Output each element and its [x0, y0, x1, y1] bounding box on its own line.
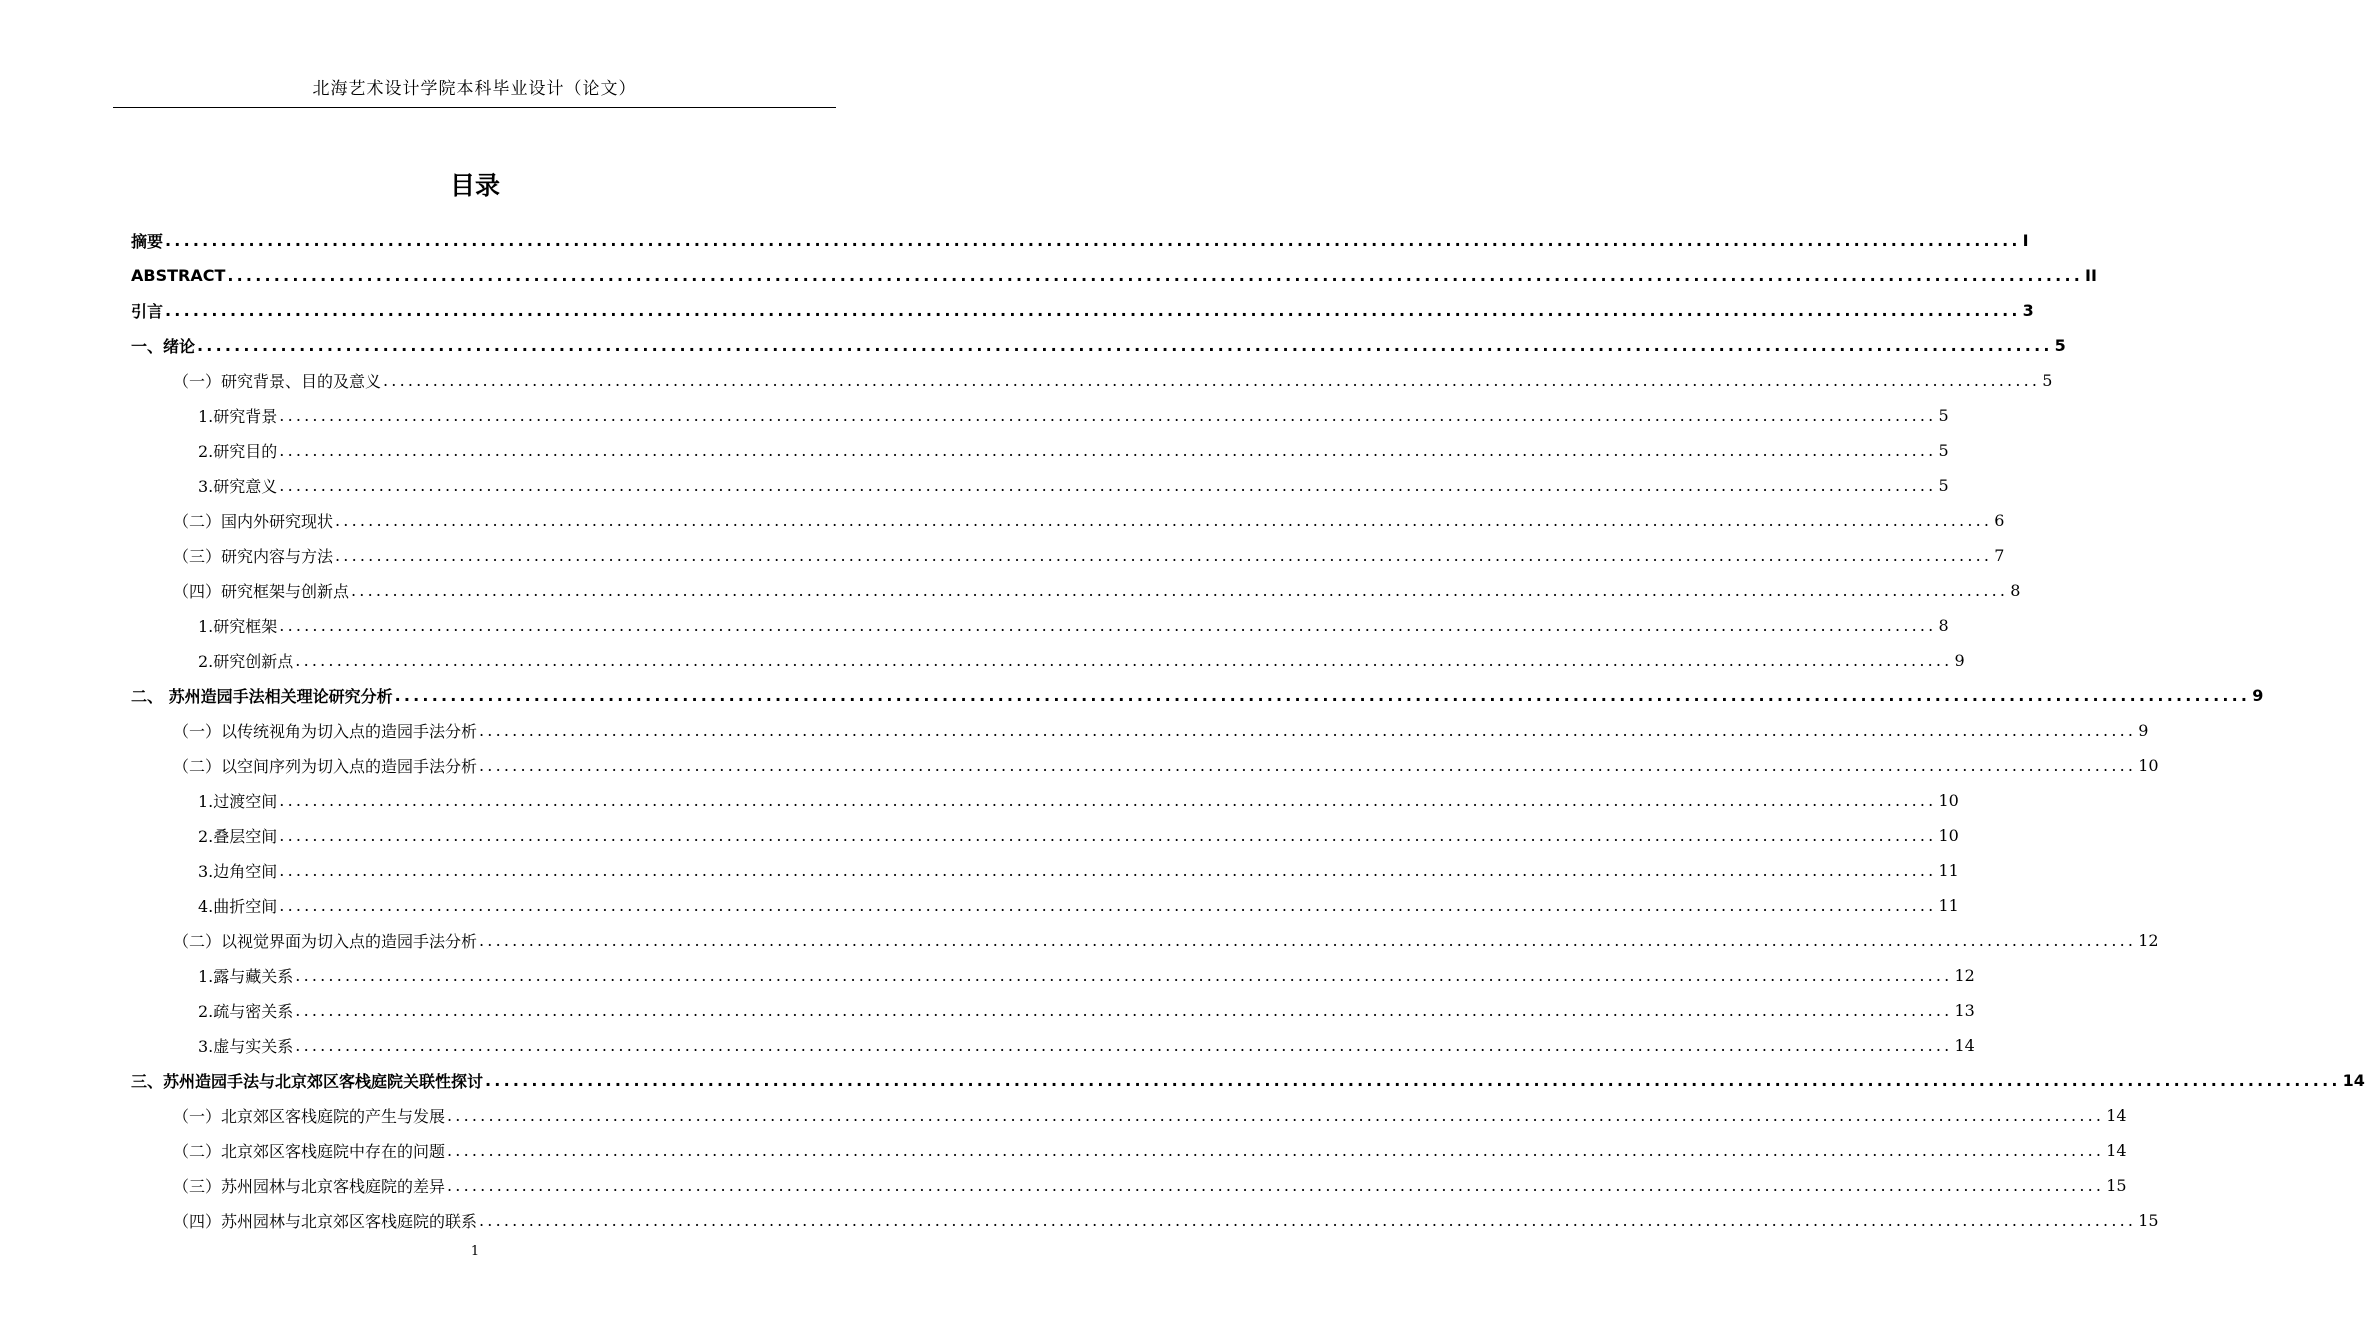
toc-entry-label: 2.研究创新点 [198, 652, 294, 671]
toc-entry[interactable] [131, 923, 2159, 958]
toc-dot-leader: ........................................................................................................................................................................................................ [335, 511, 1993, 530]
toc-dot-leader: ........................................................................................................................................................................................................ [383, 371, 2041, 390]
toc-dot-leader: ........................................................................................................................................................................................................ [485, 1071, 2341, 1090]
toc-dot-leader: ........................................................................................................................................................................................................ [197, 336, 2053, 355]
toc-entry-page: 15 [2106, 1176, 2127, 1195]
toc-dot-leader: ........................................................................................................................................................................................................ [165, 301, 2021, 320]
toc-entry[interactable] [131, 363, 2053, 398]
toc-dot-leader: ........................................................................................................................................................................................................ [279, 896, 1937, 915]
toc-dot-leader: ........................................................................................................................................................................................................ [279, 616, 1937, 635]
toc-entry[interactable] [131, 713, 2149, 748]
toc-entry[interactable] [131, 1063, 2365, 1098]
toc-entry-label: （一）北京郊区客栈庭院的产生与发展 [173, 1107, 446, 1126]
toc-entry[interactable] [131, 1168, 2127, 1203]
toc-entry-label: （一）研究背景、目的及意义 [173, 372, 382, 391]
toc-entry[interactable] [131, 1098, 2127, 1133]
toc-dot-leader: ........................................................................................................................................................................................................ [479, 756, 2137, 775]
toc-entry[interactable] [131, 783, 1959, 818]
toc-entry[interactable] [131, 608, 1949, 643]
toc-dot-leader: ........................................................................................................................................................................................................ [394, 686, 2251, 705]
toc-dot-leader: ........................................................................................................................................................................................................ [279, 791, 1937, 810]
toc-entry[interactable] [131, 538, 2005, 573]
toc-entry-label: （二）以空间序列为切入点的造园手法分析 [173, 757, 478, 776]
toc-entry-label: 3.虚与实关系 [198, 1037, 294, 1056]
toc-entry-label: （三）研究内容与方法 [173, 547, 334, 566]
page-title: 目录 [449, 171, 500, 200]
toc-entry-label: 1.研究框架 [198, 617, 278, 636]
toc-entry-page: 7 [1994, 546, 2005, 565]
toc-dot-leader: ........................................................................................................................................................................................................ [295, 1036, 1953, 1055]
toc-entry-label: 一、绪论 [131, 337, 196, 356]
toc-entry[interactable] [131, 258, 2097, 293]
toc-entry-label: 摘要 [131, 232, 164, 251]
toc-dot-leader: ........................................................................................................................................................................................................ [447, 1141, 2105, 1160]
toc-entry[interactable] [131, 468, 1949, 503]
toc-entry[interactable] [131, 573, 2021, 608]
page-number: 1 [470, 1244, 480, 1259]
toc-dot-leader: ........................................................................................................................................................................................................ [227, 266, 2083, 285]
toc-entry-page: 12 [1954, 966, 1975, 985]
toc-entry-page: 5 [1938, 406, 1949, 425]
toc-entry-label: 2.叠层空间 [198, 827, 278, 846]
toc-entry[interactable] [131, 293, 2034, 328]
toc-entry-page: 9 [1954, 651, 1965, 670]
toc-entry-page: 6 [1994, 511, 2005, 530]
toc-entry-page: 12 [2138, 931, 2159, 950]
toc-entry-label: 三、苏州造园手法与北京郊区客栈庭院关联性探讨 [131, 1072, 484, 1091]
toc-entry-page: 14 [2106, 1106, 2127, 1125]
toc-dot-leader: ........................................................................................................................................................................................................ [447, 1176, 2105, 1195]
toc-entry-label: （四）研究框架与创新点 [173, 582, 350, 601]
running-header: 北海艺术设计学院本科毕业设计（论文） [113, 74, 836, 108]
toc-entry[interactable] [131, 958, 1975, 993]
toc-dot-leader: ........................................................................................................................................................................................................ [335, 546, 1993, 565]
toc-entry-label: 1.露与藏关系 [198, 967, 294, 986]
toc-dot-leader: ........................................................................................................................................................................................................ [279, 406, 1937, 425]
toc-dot-leader: ........................................................................................................................................................................................................ [295, 966, 1953, 985]
toc-entry-page: 5 [2042, 371, 2053, 390]
toc-entry-page: 8 [1938, 616, 1949, 635]
toc-entry[interactable] [131, 223, 2029, 258]
toc-entry[interactable] [131, 1203, 2159, 1238]
toc-entry-page: 15 [2138, 1211, 2159, 1230]
toc-dot-leader: ........................................................................................................................................................................................................ [295, 1001, 1953, 1020]
toc-entry-page: 10 [1938, 826, 1959, 845]
toc-entry[interactable] [131, 433, 1949, 468]
toc-entry-page: 10 [1938, 791, 1959, 810]
toc-entry-label: 3.研究意义 [198, 477, 278, 496]
toc-entry-label: （二）国内外研究现状 [173, 512, 334, 531]
toc-entry-page: I [2022, 231, 2029, 250]
toc-entry-page: 10 [2138, 756, 2159, 775]
toc-entry[interactable] [131, 678, 2264, 713]
toc-entry-page: 5 [1938, 441, 1949, 460]
toc-entry[interactable] [131, 888, 1959, 923]
toc-entry-label: （二）以视觉界面为切入点的造园手法分析 [173, 932, 478, 951]
toc-dot-leader: ........................................................................................................................................................................................................ [479, 1211, 2137, 1230]
toc-entry[interactable] [131, 993, 1975, 1028]
toc-entry-page: 14 [1954, 1036, 1975, 1055]
toc-entry[interactable] [131, 853, 1959, 888]
toc-entry-page: 9 [2252, 686, 2264, 705]
toc-entry-label: （四）苏州园林与北京郊区客栈庭院的联系 [173, 1212, 478, 1231]
toc-entry[interactable] [131, 503, 2005, 538]
toc-entry[interactable] [131, 643, 1965, 678]
toc-entry-page: 14 [2106, 1141, 2127, 1160]
toc-entry-page: 9 [2138, 721, 2149, 740]
toc-entry-label: （二）北京郊区客栈庭院中存在的问题 [173, 1142, 446, 1161]
toc-entry-page: 8 [2010, 581, 2021, 600]
toc-dot-leader: ........................................................................................................................................................................................................ [351, 581, 2009, 600]
toc-dot-leader: ........................................................................................................................................................................................................ [479, 931, 2137, 950]
toc-dot-leader: ........................................................................................................................................................................................................ [165, 231, 2021, 250]
toc-entry-page: 5 [2054, 336, 2066, 355]
toc-entry-page: 5 [1938, 476, 1949, 495]
toc-entry-label: ABSTRACT [131, 266, 226, 285]
toc-dot-leader: ........................................................................................................................................................................................................ [279, 826, 1937, 845]
toc-entry[interactable] [131, 328, 2066, 363]
toc-entry-label: 引言 [131, 302, 164, 321]
toc-entry-label: 二、 苏州造园手法相关理论研究分析 [131, 687, 393, 706]
toc-entry-label: （一）以传统视角为切入点的造园手法分析 [173, 722, 478, 741]
toc-entry-label: 1.研究背景 [198, 407, 278, 426]
toc-dot-leader: ........................................................................................................................................................................................................ [279, 476, 1937, 495]
toc-entry-label: （三）苏州园林与北京客栈庭院的差异 [173, 1177, 446, 1196]
toc-entry-page: 3 [2022, 301, 2034, 320]
toc-entry-label: 3.边角空间 [198, 862, 278, 881]
toc-entry-label: 2.疏与密关系 [198, 1002, 294, 1021]
toc-entry-label: 1.过渡空间 [198, 792, 278, 811]
toc-entry[interactable] [131, 1133, 2127, 1168]
toc-entry[interactable] [131, 818, 1959, 853]
toc-entry[interactable] [131, 1028, 1975, 1063]
toc-entry-page: 11 [1938, 861, 1959, 880]
toc-dot-leader: ........................................................................................................................................................................................................ [279, 861, 1937, 880]
toc-dot-leader: ........................................................................................................................................................................................................ [279, 441, 1937, 460]
toc-entry-page: 11 [1938, 896, 1959, 915]
toc-entry-page: II [2085, 266, 2097, 285]
toc-dot-leader: ........................................................................................................................................................................................................ [447, 1106, 2105, 1125]
toc-entry-label: 4.曲折空间 [198, 897, 278, 916]
toc-entry-label: 2.研究目的 [198, 442, 278, 461]
toc-entry[interactable] [131, 398, 1949, 433]
toc-entry-page: 13 [1954, 1001, 1975, 1020]
toc-entry[interactable] [131, 748, 2159, 783]
toc-dot-leader: ........................................................................................................................................................................................................ [479, 721, 2137, 740]
toc-dot-leader: ........................................................................................................................................................................................................ [295, 651, 1953, 670]
toc-entry-page: 14 [2342, 1071, 2365, 1090]
